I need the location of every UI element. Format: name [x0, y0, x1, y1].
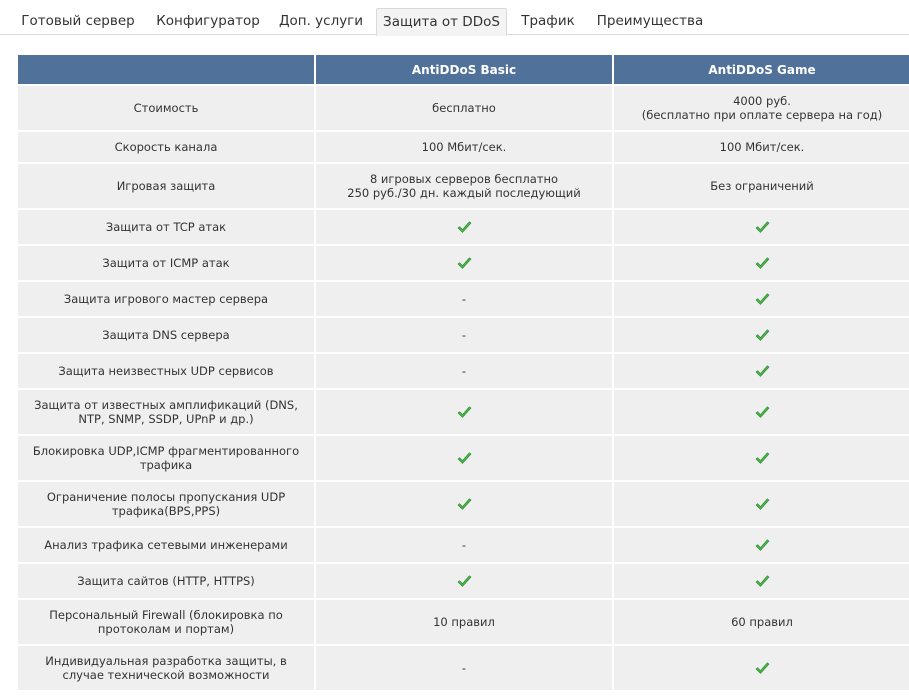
table-row [18, 390, 909, 434]
game-cell [614, 210, 909, 244]
feature-cell: Защита от известных амплификаций (DNS, NTP, SNMP, SSDP, UPnP и др.) [18, 390, 314, 434]
basic-cell [316, 246, 612, 280]
tab-configurator[interactable]: Конфигуратор [156, 13, 260, 29]
table-row [18, 528, 909, 562]
game-cell [614, 354, 909, 388]
table-row [18, 354, 909, 388]
game-cell [614, 564, 909, 598]
basic-cell [316, 564, 612, 598]
check-icon [755, 292, 770, 306]
basic-cell: - [316, 528, 612, 562]
feature-cell: Анализ трафика сетевыми инженерами [18, 528, 314, 562]
tab-bar [0, 0, 909, 35]
feature-cell: Защита от TCP атак [18, 210, 314, 244]
tab-extra-services[interactable]: Доп. услуги [278, 13, 364, 29]
basic-cell: - [316, 354, 612, 388]
check-icon [457, 220, 472, 234]
tab-advantages[interactable]: Преимущества [596, 13, 704, 29]
table-row [18, 164, 909, 208]
basic-cell [316, 482, 612, 526]
tab-ddos-protection[interactable]: Защита от DDoS [376, 8, 507, 36]
check-icon [755, 661, 770, 675]
feature-cell: Игровая защита [18, 164, 314, 208]
basic-cell: - [316, 318, 612, 352]
feature-cell: Скорость канала [18, 132, 314, 162]
check-icon [755, 256, 770, 270]
feature-cell: Защита от ICMP атак [18, 246, 314, 280]
table-row [18, 210, 909, 244]
comparison-table [16, 53, 909, 692]
game-cell: Без ограничений [614, 164, 909, 208]
feature-cell: Защита игрового мастер сервера [18, 282, 314, 316]
feature-cell: Защита DNS сервера [18, 318, 314, 352]
table-row [18, 318, 909, 352]
tab-ready-server[interactable]: Готовый сервер [21, 13, 135, 29]
table-row [18, 246, 909, 280]
check-icon [755, 364, 770, 378]
game-cell [614, 282, 909, 316]
feature-cell: Блокировка UDP,ICMP фрагментированного трафика [18, 436, 314, 480]
basic-cell: - [316, 646, 612, 690]
table-row [18, 482, 909, 526]
check-icon [457, 451, 472, 465]
feature-cell: Персональный Firewall (блокировка по протоколам и портам) [18, 600, 314, 644]
table-row [18, 646, 909, 690]
basic-cell: 8 игровых серверов бесплатно 250 руб./30 дн. каждый последующий [316, 164, 612, 208]
game-cell [614, 390, 909, 434]
game-cell [614, 482, 909, 526]
check-icon [755, 405, 770, 419]
feature-cell: Защита сайтов (HTTP, HTTPS) [18, 564, 314, 598]
tab-traffic[interactable]: Трафик [521, 13, 575, 29]
check-icon [755, 328, 770, 342]
header-game: AntiDDoS Game [614, 55, 909, 84]
header-basic: AntiDDoS Basic [316, 55, 612, 84]
table-row [18, 436, 909, 480]
table-row [18, 564, 909, 598]
check-icon [755, 574, 770, 588]
basic-cell [316, 210, 612, 244]
feature-cell: Стоимость [18, 86, 314, 130]
game-cell: 60 правил [614, 600, 909, 644]
basic-cell [316, 436, 612, 480]
basic-cell: 10 правил [316, 600, 612, 644]
basic-cell: бесплатно [316, 86, 612, 130]
table-row [18, 282, 909, 316]
table-header-row [18, 55, 909, 84]
table-row [18, 86, 909, 130]
basic-cell: 100 Мбит/сек. [316, 132, 612, 162]
game-cell [614, 318, 909, 352]
game-cell [614, 436, 909, 480]
check-icon [457, 256, 472, 270]
game-cell [614, 528, 909, 562]
basic-cell [316, 390, 612, 434]
check-icon [755, 497, 770, 511]
table-row [18, 600, 909, 644]
check-icon [755, 220, 770, 234]
feature-cell: Защита неизвестных UDP сервисов [18, 354, 314, 388]
basic-cell: - [316, 282, 612, 316]
game-cell [614, 646, 909, 690]
game-cell: 4000 руб. (бесплатно при оплате сервера на год) [614, 86, 909, 130]
feature-cell: Индивидуальная разработка защиты, в случае технической возможности [18, 646, 314, 690]
game-cell: 100 Мбит/сек. [614, 132, 909, 162]
header-feature [18, 55, 314, 84]
game-cell [614, 246, 909, 280]
check-icon [457, 497, 472, 511]
feature-cell: Ограничение полосы пропускания UDP трафика(BPS,PPS) [18, 482, 314, 526]
check-icon [755, 538, 770, 552]
check-icon [755, 451, 770, 465]
table-row [18, 132, 909, 162]
check-icon [457, 574, 472, 588]
check-icon [457, 405, 472, 419]
